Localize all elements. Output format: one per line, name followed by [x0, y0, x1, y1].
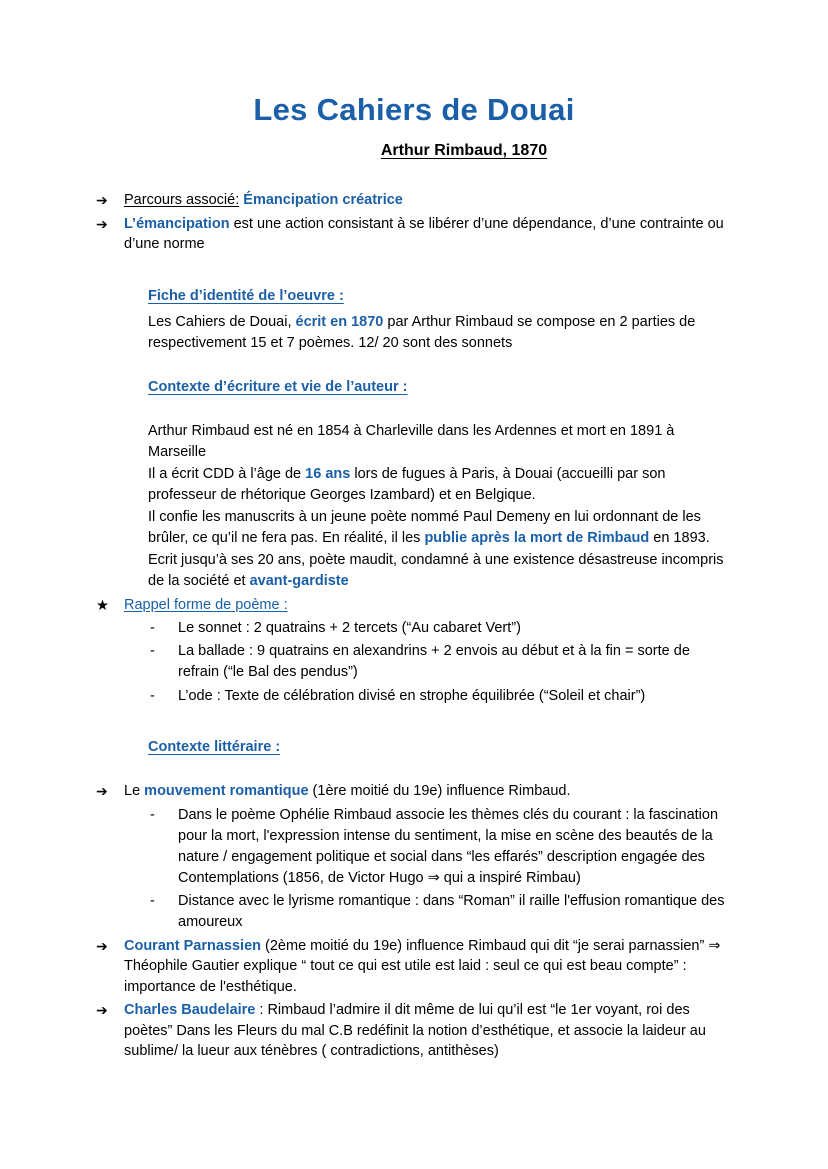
arrow-right-icon: ➔	[96, 1002, 108, 1019]
section-heading-contexte-litteraire: Contexte littéraire :	[148, 738, 281, 755]
para-highlight: écrit en 1870	[295, 314, 384, 331]
para-pre: Il confie les manuscrits à un jeune poète nommé Paul Demeny en lui ordonnant de les brûler, ce qu’il ne fera pas. En réalité, il les	[148, 508, 701, 547]
item-highlight: Charles Baudelaire	[124, 1002, 256, 1019]
item-pre: Le	[124, 782, 145, 799]
arrow-right-icon: ➔	[96, 782, 108, 799]
para-highlight-2: avant-gardiste	[249, 573, 349, 590]
contexte-litteraire-item-baudelaire	[96, 1000, 732, 1062]
intro-item-emancipation	[96, 214, 732, 255]
list-item-text: Distance avec le lyrisme romantique : dans “Roman” il raille l'effusion romantique des amoureux	[178, 893, 725, 931]
star-icon: ★	[96, 597, 109, 614]
para-pre: Il a écrit CDD à l’âge de	[148, 465, 306, 482]
document-author-date: Arthur Rimbaud, 1870	[380, 142, 548, 159]
paragraph	[148, 507, 732, 593]
para-highlight: publie après la mort de Rimbaud	[424, 530, 650, 547]
item-highlight: mouvement romantique	[144, 782, 309, 799]
dash-icon: -	[150, 893, 155, 910]
contexte-litteraire-item-romantisme	[96, 781, 732, 802]
list-item	[150, 805, 732, 890]
list-item	[150, 686, 732, 707]
contexte-litteraire-item-parnassien	[96, 936, 732, 998]
dash-icon: -	[150, 687, 155, 704]
intro-emancipation-content	[124, 214, 732, 255]
arrow-right-icon: ➔	[96, 937, 108, 954]
rappel-forme-poeme-label: Rappel forme de poème :	[124, 596, 288, 613]
paragraph: Arthur Rimbaud est né en 1854 à Charleville dans les Ardennes et mort en 1891 à Marseille	[148, 422, 675, 461]
para-post: en 1893. Ecrit jusqu’à ses 20 ans, poète maudit, condamné à une existence désastreuse incompris de la société et	[148, 530, 724, 590]
arrow-right-icon: ➔	[96, 192, 108, 208]
para-post: par Arthur Rimbaud se compose en 2 parties de respectivement 15 et 7 poèmes. 12/ 20 sont des sonnets	[148, 314, 696, 352]
romantisme-sublist	[96, 805, 732, 934]
section-body-fiche-identite	[96, 312, 732, 355]
list-item-text: La ballade : 9 quatrains en alexandrins + 2 envois au début et à la fin = sorte de refrain (“le Bal des pendus”)	[178, 643, 690, 681]
page-title: Les Cahiers de Douai	[253, 92, 575, 127]
list-item	[150, 891, 732, 933]
item-post: (1ère moitié du 19e) influence Rimbaud.	[308, 782, 571, 799]
list-item-text: Le sonnet : 2 quatrains + 2 tercets (“Au cabaret Vert”)	[178, 620, 521, 637]
parcours-value: Émancipation créatrice	[243, 192, 403, 208]
item-highlight: Courant Parnassien	[124, 937, 261, 954]
section-heading-fiche-identite: Fiche d’identité de l’oeuvre :	[148, 288, 344, 305]
section-heading-contexte-ecriture: Contexte d’écriture et vie de l’auteur :	[148, 378, 408, 395]
para-post: lors de fugues à Paris, à Douai (accueilli par son professeur de rhétorique Georges Izambard) et en Belgique.	[148, 465, 666, 504]
list-item	[150, 618, 732, 639]
dash-icon: -	[150, 643, 155, 660]
section-body-contexte-ecriture	[96, 421, 732, 593]
rappel-forme-poeme-list	[96, 618, 732, 707]
para-pre: Les Cahiers de Douai,	[148, 314, 296, 331]
arrow-right-icon: ➔	[96, 215, 108, 232]
item-post: : Rimbaud l’admire il dit même de lui qu’il est “le 1er voyant, roi des poètes” Dans les Fleurs du mal C.B redéfinit la notion d’esthétique, et associe la laideur au sublime/ la lueur aux ténèbres ( contradictions, antithèses)	[124, 1002, 706, 1060]
item-post: (2ème moitié du 19e) influence Rimbaud qui dit “je serai parnassien” ⇒ Théophile Gautier explique “ tout ce qui est utile est laid : seul ce qui est beau compte” : importance de l'esthétique.	[124, 937, 721, 995]
list-item	[150, 641, 732, 683]
emancipation-text: est une action consistant à se libérer d’une dépendance, d’une contrainte ou d’une norme	[124, 215, 724, 253]
list-item-text: Dans le poème Ophélie Rimbaud associe les thèmes clés du courant : la fascination pour la mort, l'expression intense du sentiment, la mise en scène des beautés de la nature / engagement politique et social dans “les effarés” description engagée des Contemplations (1856, de Victor Hugo ⇒ qui a inspiré Rimbau)	[178, 806, 719, 887]
intro-parcours-content	[124, 190, 732, 211]
item-content	[124, 1000, 732, 1062]
paragraph	[148, 312, 732, 355]
item-content	[124, 781, 732, 802]
list-item-text: L’ode : Texte de célébration divisé en strophe équilibrée (“Soleil et chair”)	[178, 687, 646, 704]
parcours-label: Parcours associé:	[124, 192, 240, 208]
paragraph	[148, 464, 732, 507]
dash-icon: -	[150, 620, 155, 637]
dash-icon: -	[150, 806, 155, 823]
rappel-forme-poeme-item	[96, 595, 732, 617]
intro-item-parcours	[96, 190, 732, 211]
para-highlight: 16 ans	[305, 465, 351, 482]
item-content	[124, 936, 732, 998]
subtitle-row	[96, 142, 732, 160]
emancipation-lead: L’émancipation	[124, 215, 230, 232]
